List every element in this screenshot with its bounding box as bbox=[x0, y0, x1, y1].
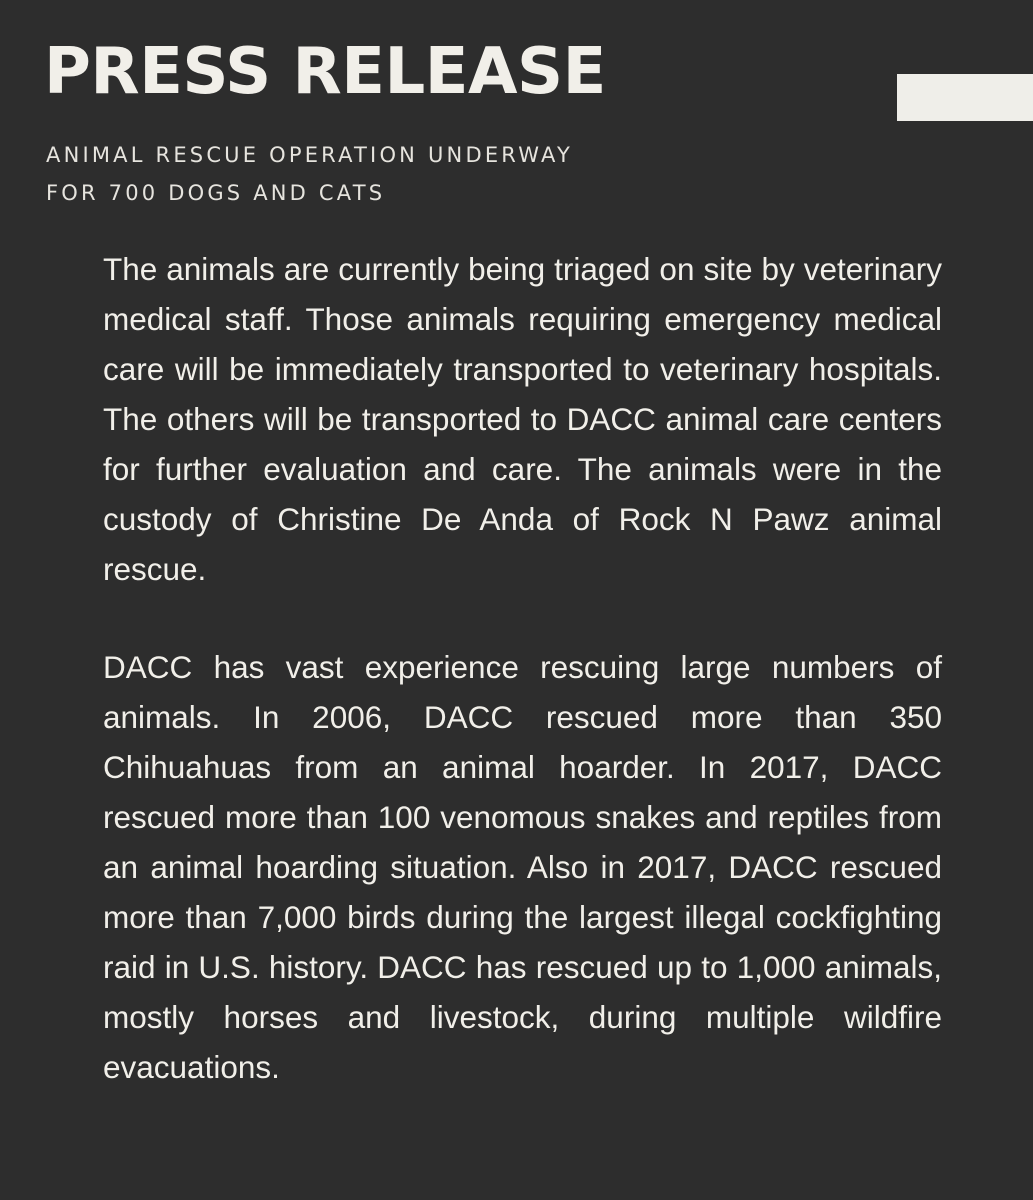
subtitle-line-2: FOR 700 DOGS AND CATS bbox=[46, 181, 386, 205]
paragraph-triage: The animals are currently being triaged on site by veterinary medical staff. Those animals requiring emergency medical care will be immediately transported to veterinary hospitals. The others will be transported to DACC animal care centers for further evaluation and care. The animals were in the custody of Christine De Anda of Rock N Pawz animal rescue. bbox=[103, 251, 942, 587]
press-release-title: PRESS RELEASE bbox=[44, 35, 606, 109]
decorative-block bbox=[897, 74, 1033, 121]
paragraph-experience: DACC has vast experience rescuing large numbers of animals. In 2006, DACC rescued more than 350 Chihuahuas from an animal hoarder. In 2017, DACC rescued more than 100 venomous snakes and reptiles from an animal hoarding situation. Also in 2017, DACC rescued more than 7,000 birds during the largest illegal cockfighting raid in U.S. history. DACC has rescued up to 1,000 animals, mostly horses and livestock, during multiple wildfire evacuations. bbox=[103, 649, 942, 1085]
headline-subtitle bbox=[46, 136, 573, 212]
release-body bbox=[103, 244, 942, 1140]
subtitle-line-1: ANIMAL RESCUE OPERATION UNDERWAY bbox=[46, 143, 574, 167]
